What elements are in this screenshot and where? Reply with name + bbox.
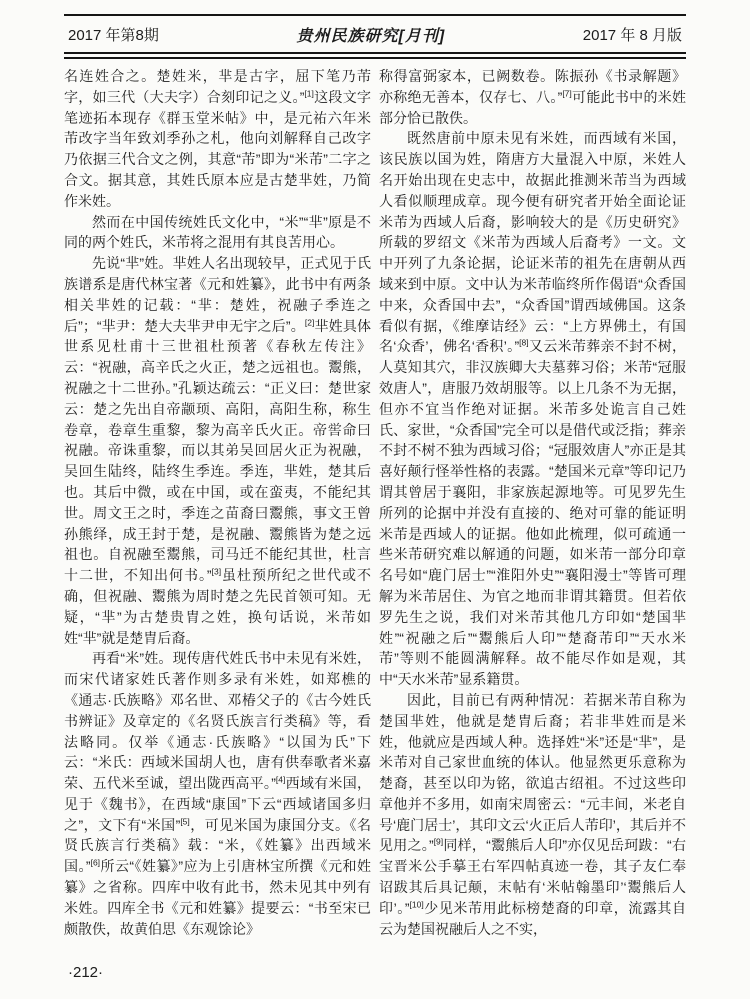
page-header bbox=[64, 16, 686, 52]
right-column bbox=[379, 66, 686, 963]
body-paragraph: 称得富弼家本，已阙数卷。陈振孙《书录解题》亦称绝无善本，仅存七、八。”[7]可能此书中的米姓部分恰已散佚。 bbox=[379, 68, 686, 126]
page-number: ·212· bbox=[68, 964, 104, 981]
body-paragraph: 名连姓合之。楚姓米，芈是古字，屈下笔乃芾字，如三代（大夫字）合刻印记之义。”[1]这段文字笔迹拓本现存《群玉堂米帖》中，是元祐六年米芾改字当年致刘季孙之札，他向刘解释自己改字乃依据三代合文之例，其意“芾”即为“米芾”二字之合文。据其意，其姓氏原本应是古楚芈姓，乃简作米姓。 bbox=[64, 68, 371, 209]
text-columns bbox=[64, 66, 686, 963]
body-paragraph: 因此，目前已有两种情况：若据米芾自称为楚国芈姓，他就是楚胄后裔；若非芈姓而是米姓，他就应是西域人种。选择姓“米”还是“芈”，是米芾对自己家世血统的体认。他显然更乐意称为楚裔，甚至以印为铭，欲追古绍祖。不过这些印章他并不多用，如南宋周密云：“元丰间，米老自号‘鹿门居士’，其印文云‘火正后人芾印’，其后并不见用之。”[9]同样，“鬻熊后人印”亦仅见岳珂跋：“右宝晋米公手摹王右军四帖真迹一卷，其子友仁奉诏跋其后具记颠，末帖有‘米帖翰墨印’‘鬻熊后人印’。”[10]少见米芾用此标榜楚裔的印章，流露其自云为楚国祝融后人之不实， bbox=[379, 691, 686, 937]
body-paragraph: 先说“芈”姓。芈姓人名出现较早，正式见于氏族谱系是唐代林宝著《元和姓纂》，此书中有两条相关芈姓的记载：“芈：楚姓，祝融子季连之后”；“芈尹：楚大夫芈尹申无宇之后”。[2]芈姓具体世系见杜甫十三世祖杜预著《春秋左传注》云：“祝融，高辛氏之火正，楚之远祖也。鬻熊，祝融之十二世孙。”孔颖达疏云：“正义曰：楚世家云：楚之先出自帝颛顼、高阳，高阳生称，称生卷章，卷章生重黎，黎为高辛氏火正。帝喾命曰祝融。帝诛重黎，而以其弟吴回居火正为祝融，吴回生陆终，陆终生季连。季连，芈姓，楚其后也。其后中微，或在中国，或在蛮夷，不能纪其世。周文王之时，季连之苗裔曰鬻熊，事文王曾孙熊绎，成王封于楚，是祝融、鬻熊皆为楚之远祖也。自祝融至鬻熊，司马迁不能纪其世，杜言十二世，不知出何书。”[3]虽杜预所纪之世代或不确，但祝融、鬻熊为周时楚之先民首领可知。无疑，“芈”为古楚贵胄之姓，换句话说，米芾如姓“芈”就是楚胄后裔。 bbox=[64, 255, 371, 646]
body-paragraph: 再看“米”姓。现传唐代姓氏书中未见有米姓，而宋代诸家姓氏著作则多录有米姓，如郑樵的《通志·氏族略》邓名世、邓椿父子的《古今姓氏书辨证》及章定的《名贤氏族言行类稿》等，看法略同。仅举《通志·氏族略》“以国为氏”下云：“米氏：西域米国胡人也，唐有供奉歌者米嘉荣、五代米至诚，望出陇西高平。”[4]西域有米国，见于《魏书》，在西域“康国”下云“西域诸国多归之”，文下有“米国”[5]，可见米国为康国分支。《名贤氏族言行类稿》载：“米，《姓纂》出西域米国。”[6]所云“《姓纂》”应为上引唐林宝所撰《元和姓纂》之省称。四库中收有此书，然未见其中列有米姓。四库全书《元和姓纂》提要云：“书至宋已颇散佚，故黄伯思《东观馀论》 bbox=[64, 650, 371, 937]
body-paragraph: 然而在中国传统姓氏文化中，“米”“芈”原是不同的两个姓氏，米芾将之混用有其良苦用心。 bbox=[64, 213, 371, 251]
header-double-rule bbox=[64, 52, 686, 59]
header-edition: 2017 年 8 月版 bbox=[582, 26, 682, 44]
journal-title: 贵州民族研究[月刊] bbox=[296, 27, 446, 45]
left-column bbox=[64, 66, 371, 963]
header-issue: 2017 年第8期 bbox=[68, 26, 159, 44]
body-paragraph: 既然唐前中原未见有米姓，而西域有米国，该民族以国为姓，隋唐方大量混入中原，米姓人名开始出现在史志中，故据此推测米芾当为西域人看似顺理成章。现今便有研究者开始全面论证米芾为西域人后裔，影响较大的是《历史研究》所载的罗绍文《米芾为西域人后裔考》一文。文中开列了九条论据，论证米芾的祖先在唐朝从西域来到中原。文中认为米芾临终所作偈语“众香国中来，众香国中去”，“众香国”谓西域佛国。这条看似有据，《维摩诘经》云：“上方界佛土，有国名‘众香’，佛名‘香积’。”[8]又云米芾葬亲不封不树，人莫知其穴，非汉族卿大夫墓葬习俗；米芾“冠服效唐人”，唐服乃效胡服等。以上几条不为无据，但亦不宜当作绝对证据。米芾多处诡言自己姓氏、家世，“众香国”完全可以是借代或泛指；葬亲不封不树不独为西域习俗；“冠服效唐人”亦正是其喜好颠行怪举性格的表露。“楚国米元章”等印记乃谓其曾居于襄阳，非家族起源地等。可见罗先生所列的论据中并没有直接的、绝对可靠的能证明米芾是西域人的证据。他如此梳理，似可疏通一些米芾研究难以解通的问题，如米芾一部分印章名号如“鹿门居士”“淮阳外史”“襄阳漫士”等皆可理解为米芾居住、为官之地而非谓其籍贯。但若依罗先生之说，我们对米芾其他几方印如“楚国芈姓”“祝融之后”“鬻熊后人印”“楚裔芾印”“天水米芾”等则不能圆满解释。故不能尽作如是观，其中“天水米芾”显系籍贯。 bbox=[379, 130, 686, 688]
